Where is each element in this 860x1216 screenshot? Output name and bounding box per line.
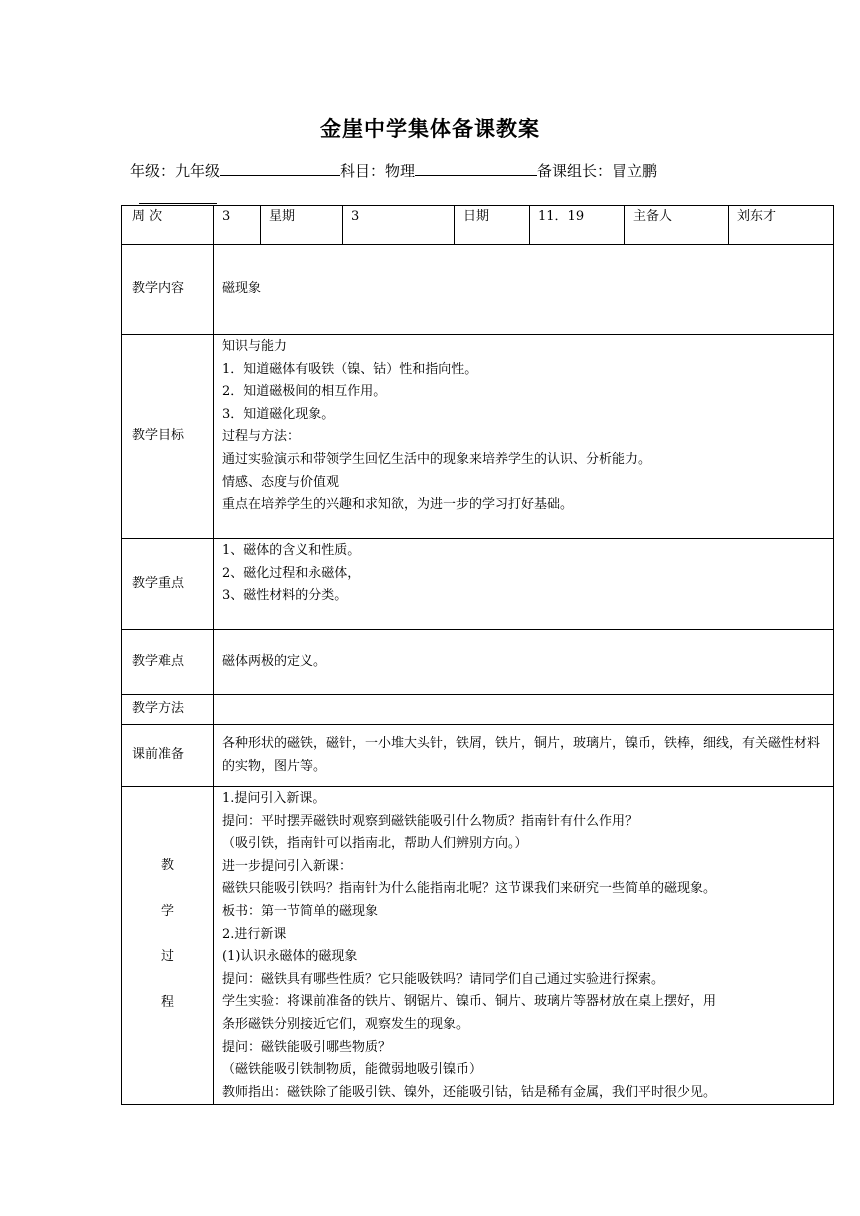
date-label: 日期 — [455, 206, 530, 245]
process-line: 提问：磁铁具有哪些性质？它只能吸铁吗？请同学们自己通过实验进行探索。 — [222, 971, 665, 987]
key-points-row — [122, 539, 834, 630]
process-line: 2.进行新课 — [222, 926, 287, 942]
date-value: 11．19 — [530, 206, 625, 245]
process-value — [214, 787, 834, 1105]
process-line: （吸引铁，指南针可以指南北，帮助人们辨别方向。） — [222, 836, 528, 852]
week-value: 3 — [214, 206, 261, 245]
process-line: 进一步提问引入新课： — [222, 858, 353, 874]
goal-line: 3．知道磁化现象。 — [222, 406, 335, 422]
key-point-line: 1、磁体的含义和性质。 — [222, 543, 361, 558]
key-points-value — [214, 539, 834, 630]
process-line: 板书：第一节简单的磁现象 — [222, 903, 379, 919]
goal-line: 过程与方法： — [222, 429, 301, 445]
goal-line: 1．知道磁体有吸铁（镍、钴）性和指向性。 — [222, 361, 478, 377]
process-label-char: 过 — [160, 949, 174, 965]
grade-field: 年级：九年级 — [130, 162, 221, 180]
lead-label: 主备人 — [625, 206, 729, 245]
content-row — [122, 245, 834, 335]
process-line: 1.提问引入新课。 — [222, 791, 326, 806]
weekday-label: 星期 — [261, 206, 343, 245]
difficulty-value: 磁体两极的定义。 — [214, 630, 834, 695]
process-label-char: 教 — [160, 858, 174, 873]
document-title: 金崖中学集体备课教案 — [320, 117, 540, 141]
process-line: (1)认识永磁体的磁现象 — [222, 949, 358, 965]
leader-blank — [139, 203, 217, 204]
weekday-value: 3 — [343, 206, 455, 245]
difficulty-label: 教学难点 — [122, 630, 214, 695]
process-line: 提问：磁铁能吸引哪些物质？ — [222, 1039, 392, 1055]
process-label-char: 学 — [160, 903, 174, 919]
subject-blank — [415, 174, 537, 176]
process-label — [122, 787, 214, 1105]
prep-label: 课前准备 — [122, 725, 214, 787]
grade-blank — [220, 174, 340, 176]
info-line — [130, 160, 657, 181]
goal-line: 情感、态度与价值观 — [222, 474, 340, 490]
goal-line: 通过实验演示和带领学生回忆生活中的现象来培养学生的认识、分析能力。 — [222, 451, 652, 467]
goal-line: 知识与能力 — [222, 339, 288, 354]
goal-line: 2．知道磁极间的相互作用。 — [222, 384, 387, 400]
process-line: （磁铁能吸引铁制物质，能微弱地吸引镍币） — [222, 1062, 483, 1078]
method-label: 教学方法 — [122, 695, 214, 725]
lead-value: 刘东才 — [729, 206, 834, 245]
goal-line: 重点在培养学生的兴趣和求知欲，为进一步的学习打好基础。 — [222, 497, 574, 513]
prep-row — [122, 725, 834, 787]
prep-value: 各种形状的磁铁，磁针，一小堆大头针，铁屑，铁片，铜片，玻璃片，镍币，铁棒，细线，有关磁性材料的实物，图片等。 — [214, 725, 834, 787]
key-point-line: 2、磁化过程和永磁体， — [222, 565, 361, 581]
header-row — [122, 206, 834, 245]
goals-row — [122, 335, 834, 539]
content-value: 磁现象 — [214, 245, 834, 335]
goals-value — [214, 335, 834, 539]
process-line: 条形磁铁分别接近它们，观察发生的现象。 — [222, 1016, 470, 1032]
process-line: 教师指出：磁铁除了能吸引铁、镍外，还能吸引钴，钴是稀有金属，我们平时很少见。 — [222, 1084, 717, 1100]
difficulty-row — [122, 630, 834, 695]
goals-label: 教学目标 — [122, 335, 214, 539]
week-label: 周 次 — [122, 206, 214, 245]
lesson-plan-table — [121, 205, 834, 1105]
process-label-char: 程 — [160, 994, 174, 1010]
method-row — [122, 695, 834, 725]
leader-field: 备课组长：冒立鹏 — [537, 162, 658, 180]
process-line: 学生实验：将课前准备的铁片、钢锯片、镍币、铜片、玻璃片等器材放在桌上摆好，用 — [222, 994, 717, 1010]
method-value — [214, 695, 834, 725]
process-row — [122, 787, 834, 1105]
process-line: 磁铁只能吸引铁吗？指南针为什么能指南北呢？这节课我们来研究一些简单的磁现象。 — [222, 881, 717, 897]
key-point-line: 3、磁性材料的分类。 — [222, 588, 348, 604]
key-points-label: 教学重点 — [122, 539, 214, 630]
process-line: 提问：平时摆弄磁铁时观察到磁铁能吸引什么物质？指南针有什么作用？ — [222, 813, 639, 829]
content-label: 教学内容 — [122, 245, 214, 335]
subject-field: 科目：物理 — [340, 162, 416, 180]
